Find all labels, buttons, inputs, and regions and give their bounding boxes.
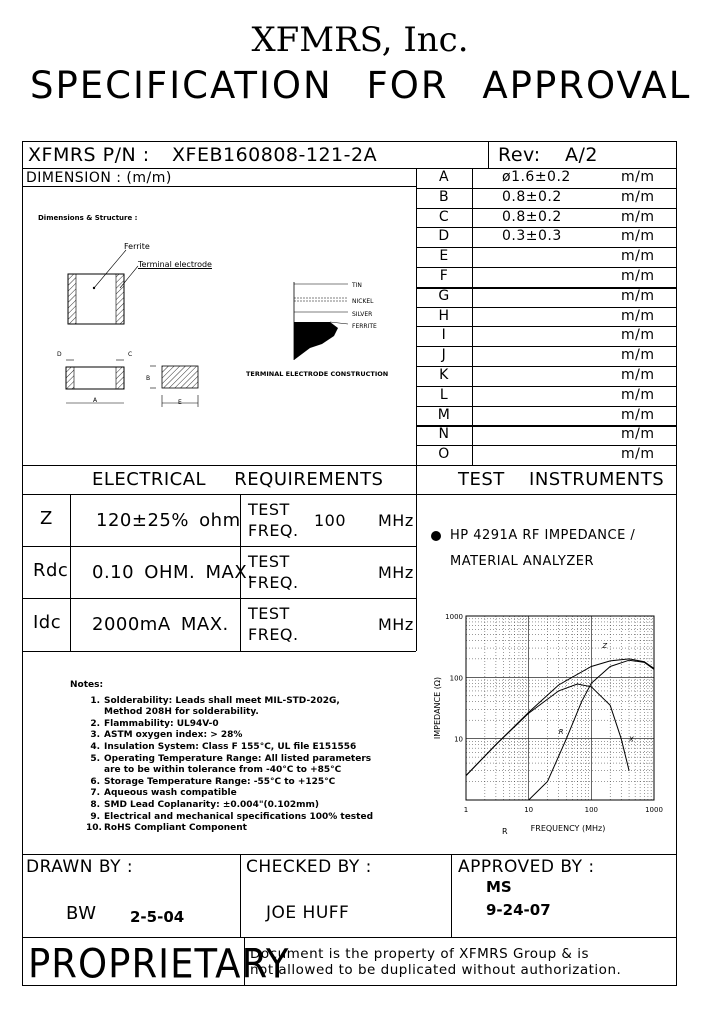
divider [416,208,677,209]
dimension-row [416,168,676,188]
curve-label: Z [602,642,608,651]
layer-label-silver: SILVER [352,311,373,318]
curve-label: X [629,735,634,744]
proprietary-label: PROPRIETARY [28,941,290,988]
note-number: 4. [90,742,100,752]
note-number: 5. [90,753,100,764]
divider [22,186,416,187]
dimension-unit: m/m [621,386,655,403]
divider [416,287,677,289]
divider [416,445,677,446]
dimension-row [416,406,676,426]
ferrite-label: Ferrite [124,242,150,251]
divider [451,854,452,937]
dimension-letter: I [441,327,447,344]
dimension-row [416,287,676,307]
dimension-unit: m/m [621,188,655,205]
approved-by-label: APPROVED BY : [458,857,595,877]
dim-letter-d: D [57,351,62,358]
y-tick-label: 10 [454,735,463,744]
dimension-letter: E [439,248,449,265]
dimension-letter: N [438,426,450,443]
dimension-letter: D [438,228,450,245]
note-text: Solderability: Leads shall meet MIL-STD-202G, [104,695,340,706]
dimension-unit: m/m [621,268,655,284]
proprietary-notice-2: not allowed to be duplicated without authorization. [250,962,622,978]
x-tick-label: 10 [524,806,534,814]
dimension-unit: m/m [621,347,655,364]
approved-date: 9-24-07 [486,901,551,919]
instrument-line-1: HP 4291A RF IMPEDANCE / [450,528,636,543]
dimension-row [416,386,676,406]
divider [416,386,677,387]
drawing-graphics [30,210,410,430]
y-axis-label: IMPEDANCE (Ω) [433,676,442,740]
dimension-letter: M [437,406,451,423]
note-number: 1. [90,695,100,706]
electrical-value: 120±25% ohm [96,510,241,531]
dim-letter-e: E [178,399,182,406]
electrical-symbol: Z [40,508,53,529]
dim-letter-a: A [93,397,98,404]
freq-label: FREQ. [248,573,299,592]
freq-unit: MHz [378,615,414,634]
test-label: TEST [248,604,290,623]
dimension-label: DIMENSION : (m/m) [26,170,172,186]
note-number: 2. [90,718,100,729]
electrical-value: 0.10 OHM. MAX. [92,562,254,583]
dimension-drawing [30,210,410,430]
dimension-row [416,247,676,267]
construction-label: TERMINAL ELECTRODE CONSTRUCTION [246,370,389,378]
note-text: Aqueous wash compatible [104,788,237,799]
x-tick-label: 1 [463,806,469,814]
dimension-letter: A [438,169,450,185]
dimension-letter: H [438,307,450,324]
divider [416,188,677,189]
drawn-by-label: DRAWN BY : [26,857,134,877]
checked-by-name: JOE HUFF [266,903,350,923]
dimension-unit: m/m [621,287,655,304]
dimension-unit: m/m [621,307,655,324]
note-number: 8. [90,800,100,810]
divider [416,227,677,228]
note-text: ASTM oxygen index: > 28% [104,730,243,741]
divider [22,494,677,495]
dimension-value: 0.3±0.3 [502,228,562,245]
dimension-letter: B [438,188,450,205]
impedance-chart [420,604,670,842]
company-name: XFMRS, Inc. [251,20,469,60]
x-axis-label: FREQUENCY (MHz) [530,824,606,833]
proprietary-notice-1: Document is the property of XFMRS Group & is [250,946,590,962]
dimension-letter: O [438,446,450,463]
layer-label-nickel: NICKEL [352,298,374,305]
dim-letter-b: B [146,375,151,382]
note-text: Insulation System: Class F 155°C, UL file E151556 [104,742,357,752]
dimension-row [416,188,676,208]
divider [488,141,489,168]
note-text: RoHS Compliant Component [104,823,247,834]
dimension-row [416,267,676,287]
y-tick-label: 100 [449,674,463,683]
dimension-unit: m/m [621,426,655,443]
note-text: Electrical and mechanical specifications 100% tested [104,811,374,822]
dimension-unit: m/m [621,228,655,245]
x-tick-label: 100 [584,806,599,814]
layer-label-tin: TIN [352,282,362,289]
drawing-title: Dimensions & Structure : [38,214,138,222]
x-tick-label: 1000 [645,806,663,814]
electrical-heading: ELECTRICAL REQUIREMENTS [92,469,384,490]
dimension-row [416,366,676,386]
part-number-label: XFMRS P/N : [28,144,150,166]
dimension-letter: L [439,386,449,403]
divider [416,346,677,347]
note-number: 10. [86,823,102,834]
dimension-letter: K [439,367,449,383]
chart-frame [466,616,654,800]
divider [416,307,677,308]
note-text: Operating Temperature Range: All listed parameters [104,753,372,764]
divider [22,651,416,652]
checked-by-label: CHECKED BY : [246,857,372,877]
dimension-row [416,425,676,445]
note-number: 3. [90,730,100,741]
dimension-value: ø1.6±0.2 [502,169,571,185]
dimension-unit: m/m [621,208,655,225]
dimension-row [416,307,676,327]
test-label: TEST [248,552,290,571]
dimension-letter: J [441,347,447,364]
divider [416,267,677,268]
notes-title: Notes: [70,680,104,690]
divider [416,366,677,367]
curve-label: R [558,727,564,736]
note-text: Storage Temperature Range: -55°C to +125°C [104,776,336,787]
dim-letter-c: C [128,351,133,358]
dimension-row [416,326,676,346]
bullet-icon [431,531,441,541]
instrument-line-2: MATERIAL ANALYZER [450,554,595,569]
terminal-electrode-label: Terminal electrode [138,260,212,269]
divider [416,465,417,651]
y-tick-label: 1000 [445,613,463,621]
revision-label: Rev: [498,144,541,166]
revision-value: A/2 [565,144,598,166]
divider [22,937,677,938]
divider [22,854,677,855]
spec-title: SPECIFICATION FOR APPROVAL [30,64,692,107]
freq-label: FREQ. [248,625,299,644]
approved-by-name: MS [486,878,512,896]
dimension-unit: m/m [621,248,655,265]
electrical-value: 2000mA MAX. [92,614,229,635]
dimension-letter: G [438,287,450,304]
dimension-unit: m/m [621,406,655,423]
chart-svg [420,604,670,842]
divider [240,494,241,651]
divider [416,326,677,327]
layer-label-ferrite: FERRITE [352,323,377,330]
dimension-row [416,208,676,228]
dimension-unit: m/m [621,367,655,383]
dimension-letter: F [439,268,449,284]
part-number-value: XFEB160808-121-2A [172,144,378,166]
divider [240,854,241,937]
test-label: TEST [248,500,290,519]
freq-label: FREQ. [248,521,299,540]
instruments-heading: TEST INSTRUMENTS [458,469,665,490]
drawn-by-name: BW [66,903,97,924]
dimension-unit: m/m [621,169,655,185]
freq-value: 100 [314,511,347,530]
divider [416,247,677,248]
note-text: Flammability: UL94V-0 [104,718,219,729]
note-number: 7. [90,788,100,799]
dimension-value: 0.8±0.2 [502,208,562,225]
dimension-unit: m/m [621,446,655,463]
drawn-date: 2-5-04 [130,908,185,926]
dimension-unit: m/m [621,327,655,344]
note-number: 6. [90,776,100,787]
dimension-letter: C [438,208,450,225]
divider [416,406,677,407]
divider [22,546,416,547]
divider [22,598,416,599]
dimension-row [416,346,676,366]
divider [22,465,677,466]
electrical-symbol: Rdc [33,560,69,581]
dimension-row [416,227,676,247]
dimension-row [416,445,676,465]
freq-unit: MHz [378,511,414,530]
electrical-symbol: Idc [33,612,62,633]
dimension-value: 0.8±0.2 [502,188,562,205]
note-number: 9. [90,811,100,822]
note-text: SMD Lead Coplanarity: ±0.004"(0.102mm) [104,800,319,810]
note-text: are to be within tolerance from -40°C to +85°C [104,765,342,776]
divider [416,425,677,427]
x-axis-extra-label: R [502,827,508,836]
divider [70,494,71,651]
freq-unit: MHz [378,563,414,582]
note-text: Method 208H for solderability. [104,707,259,718]
